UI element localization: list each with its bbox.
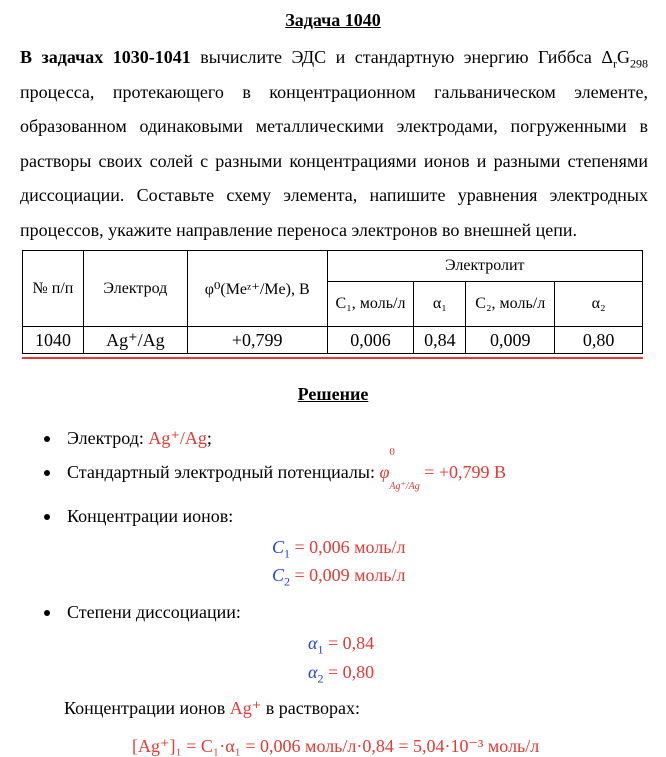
cell-potential: +0,799 — [187, 327, 327, 354]
cell-num: 1040 — [23, 327, 84, 354]
bullet-dot — [44, 470, 50, 476]
header-electrode: Электрод — [83, 251, 187, 327]
bullet-dot — [44, 514, 50, 520]
c2-symbol: C — [272, 565, 285, 585]
table-row — [23, 327, 643, 354]
cell-electrode: Ag⁺/Ag — [83, 327, 187, 354]
bullet-dot — [44, 610, 50, 616]
ion-concentration-heading — [64, 698, 360, 719]
electrode-value: Ag⁺/Ag — [148, 428, 207, 448]
problem-text-g: G — [617, 47, 630, 67]
problem-sub-298: 298 — [630, 56, 648, 71]
a1-sub: 1 — [317, 642, 324, 657]
bullet-dot — [44, 436, 50, 442]
cell-c2: 0,009 — [466, 327, 555, 354]
potential-label: Стандартный электродный потенциалы: — [67, 462, 380, 482]
header-electrolyte: Электролит — [327, 251, 642, 282]
potential-symbol: φ — [379, 462, 390, 482]
header-c1: C₁, моль/л — [327, 282, 414, 327]
ion-conc-label-a: Концентрации ионов — [64, 698, 230, 718]
cell-c1: 0,006 — [327, 327, 414, 354]
c2-value: = 0,009 моль/л — [294, 565, 406, 585]
ion-conc-ion: Ag⁺ — [229, 698, 262, 718]
problem-statement — [20, 40, 648, 247]
header-potential: φ⁰(Meᶻ⁺/Me), В — [187, 251, 327, 327]
problem-lead: В задачах 1030-1041 — [20, 47, 191, 67]
a1-value: = 0,84 — [327, 633, 375, 653]
page-title: Задача 1040 — [285, 10, 381, 30]
c2-sub: 2 — [284, 574, 291, 589]
table-underline — [22, 357, 643, 359]
electrode-label: Электрод: — [67, 428, 149, 448]
header-c2: C₂, моль/л — [466, 282, 555, 327]
task-table — [22, 250, 643, 354]
cell-a2: 0,80 — [555, 327, 643, 354]
a2-value: = 0,80 — [327, 662, 375, 682]
electrode-end: ; — [206, 428, 212, 448]
ion-conc-label-b: в растворах: — [261, 698, 360, 718]
c2-equation — [272, 565, 406, 589]
solution-title: Решение — [297, 384, 369, 404]
header-a2: α₂ — [555, 282, 643, 327]
a2-equation — [308, 662, 375, 686]
c1-value: = 0,006 моль/л — [294, 537, 406, 557]
a2-sub: 2 — [317, 671, 324, 686]
c1-equation — [272, 537, 406, 561]
a2-symbol: α — [308, 662, 318, 682]
c1-symbol: C — [272, 537, 285, 557]
diss-label: Степени диссоциации: — [67, 602, 241, 622]
conc-label: Концентрации ионов: — [67, 506, 234, 526]
problem-text-b: процесса, протекающего в концентрационном гальваническом элементе, образованном одинаковыми металлическими электродами, погруженными в растворы своих солей с разными концентрациями ионов и разными степенями диссоциации. Составьте схему элемента, напишите уравнения электродных процессов, укажите направление переноса электронов во внешней цепи. — [20, 81, 648, 240]
potential-value: = +0,799 В — [424, 462, 507, 482]
header-num: № п/п — [23, 251, 84, 327]
c1-sub: 1 — [284, 546, 291, 561]
a1-equation — [308, 633, 375, 657]
problem-sub-r: r — [613, 56, 617, 71]
ion-concentration-equation: [Ag⁺]₁ = C₁·α₁ = 0,006 моль/л·0,84 = 5,04·10⁻³ моль/л — [132, 736, 540, 756]
potential-sub: Ag⁺/Ag — [389, 480, 420, 492]
problem-text-a: вычислите ЭДС и стандартную энергию Гиббса Δ — [190, 47, 613, 67]
cell-a1: 0,84 — [414, 327, 466, 354]
header-a1: α₁ — [414, 282, 466, 327]
a1-symbol: α — [308, 633, 318, 653]
